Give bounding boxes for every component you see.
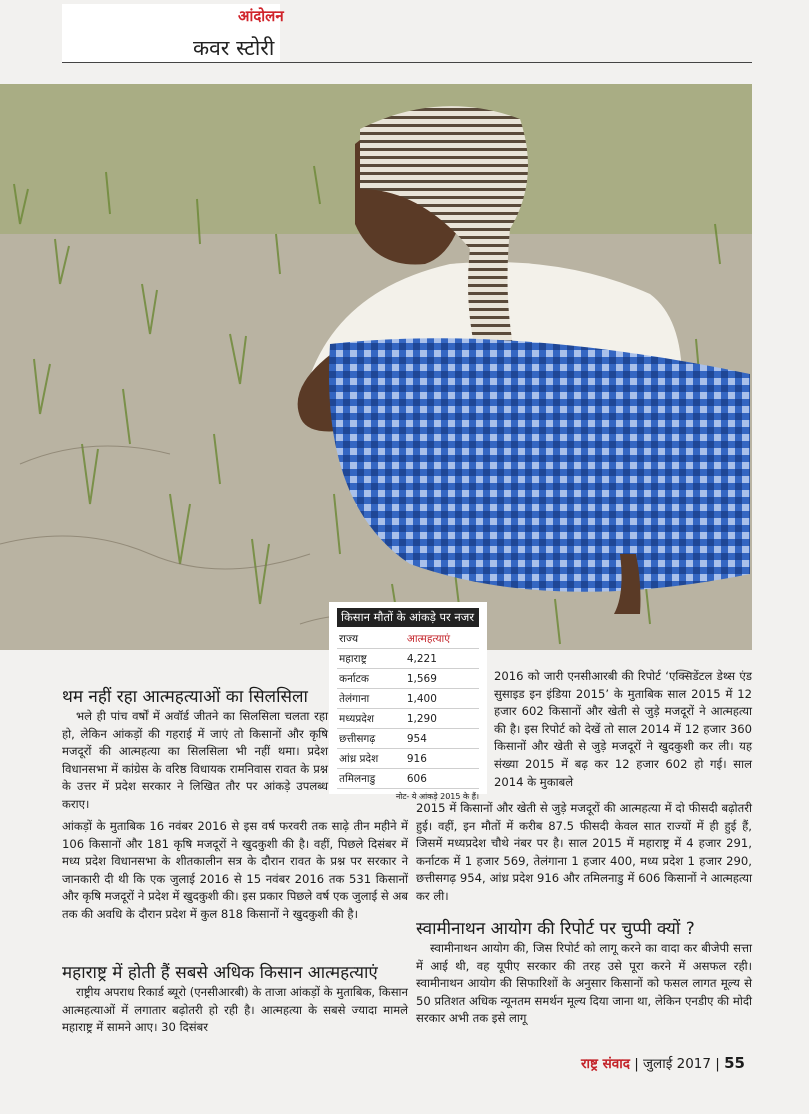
heading-suicide-series: थम नहीं रहा आत्महत्याओं का सिलसिला xyxy=(62,687,308,707)
table-header-count: आत्महत्याएं xyxy=(405,629,479,649)
table-cell-count: 1,400 xyxy=(405,689,479,709)
page-number: 55 xyxy=(724,1054,745,1072)
table-cell-count: 954 xyxy=(405,729,479,749)
table-row xyxy=(337,769,479,789)
table-row xyxy=(337,729,479,749)
table-cell-count: 916 xyxy=(405,749,479,769)
header-rule xyxy=(62,62,752,63)
footer-sep: | xyxy=(634,1056,644,1072)
right-top-text: 2016 को जारी एनसीआरबी की रिपोर्ट ‘एक्सिडेंटल डेथ्स एंड सुसाइड इन इंडिया 2015’ के मुताबिक साल 2015 में 12 हजार 602 किसानों और खेती से जुड़े मजदूरों ने आत्महत्या की है। इस रिपोर्ट को देखें तो साल 2014 में 12 हजार 360 किसानों और खेती से जुड़े मजदूरों ने खुदकुशी कर ली। यह संख्या 2015 में बढ़ कर 12 हजार 602 हो गई। साल 2014 के मुकाबले xyxy=(494,669,752,789)
table-cell-count: 1,290 xyxy=(405,709,479,729)
table-cell-count: 4,221 xyxy=(405,649,479,669)
magazine-name: राष्ट्र संवाद xyxy=(580,1056,630,1072)
table-row xyxy=(337,669,479,689)
table-cell-count: 606 xyxy=(405,769,479,789)
table-row xyxy=(337,709,479,729)
para1-top-text: भले ही पांच वर्षों में अवॉर्ड जीतने का सिलसिला चलता रहा हो, लेकिन आंकड़ों की गहराई में जाएं तो किसानों और कृषि मजदूरों की आत्महत्या का सिलसिला भी नहीं थमा। प्रदेश विधानसभा में कांग्रेस के वरिष्ठ विधायक रामनिवास रावत के प्रश्न के उत्तर में प्रदेश सरकार ने लिखित तौर पर आंकड़े उपलब्ध कराए। xyxy=(62,709,328,811)
para1-cont-text: आंकड़ों के मुताबिक 16 नवंबर 2016 से इस वर्ष फरवरी तक साढ़े तीन महीने में 106 किसानों और 181 कृषि मजदूरों ने खुदकुशी की है। वहीं, पिछले दिसंबर में मध्य प्रदेश विधानसभा के शीतकालीन सत्र के दौरान रावत के प्रश्न पर सरकार ने जानकारी दी थी कि एक जुलाई 2016 से 15 नवंबर 2016 तक 531 किसानों और कृषि मजदूरों ने प्रदेश में खुदकुशी की। इस प्रकार पिछले वर्ष एक जुलाई से अब तक की अवधि के दौरान प्रदेश में कुल 818 किसानों ने खुदकुशी की है। xyxy=(62,819,408,921)
table-row xyxy=(337,689,479,709)
para3 xyxy=(416,940,752,1028)
table-cell-state: मध्यप्रदेश xyxy=(337,709,405,729)
farmer-photo xyxy=(0,84,752,650)
suicide-stats-table xyxy=(329,602,487,801)
table-header-state: राज्य xyxy=(337,629,405,649)
para2 xyxy=(62,984,408,1037)
table-row xyxy=(337,749,479,769)
para1-top xyxy=(62,708,328,814)
right-top xyxy=(494,668,752,791)
page-footer xyxy=(581,1054,745,1072)
table-cell-state: छत्तीसगढ़ xyxy=(337,729,405,749)
footer-sep: | xyxy=(715,1056,725,1072)
table-header-row xyxy=(337,629,479,649)
heading-swaminathan: स्वामीनाथन आयोग की रिपोर्ट पर चुप्पी क्यों ? xyxy=(416,919,695,939)
table-cell-count: 1,569 xyxy=(405,669,479,689)
issue-date: जुलाई 2017 xyxy=(643,1056,711,1072)
table-row xyxy=(337,649,479,669)
table-cell-state: कर्नाटक xyxy=(337,669,405,689)
right-cont-text: 2015 में किसानों और खेती से जुड़े मजदूरों की आत्महत्या में दो फीसदी बढ़ोतरी हुई। वहीं, इन मौतों में करीब 87.5 फीसदी केवल सात राज्यों में ही हुई हैं, जिसमें मध्यप्रदेश चौथे नंबर पर है। साल 2015 में महाराष्ट्र में 4 हजार 291, कर्नाटक में 1 हजार 569, तेलंगाना 1 हजार 400, मध्य प्रदेश 1 हजार 290, छत्तीसगढ़ 954, आंध्र प्रदेश 916 और तमिलनाडु में 606 किसानों ने आत्महत्या कर ली। xyxy=(416,801,752,903)
para3-text: स्वामीनाथन आयोग की, जिस रिपोर्ट को लागू करने का वादा कर बीजेपी सत्ता में आई थी, वह यूपीए सरकार की तरह उसे पूरा करने में असफल रही। स्वामीनाथन आयोग की सिफारिशों के अनुसार किसानों को फसल लागत मूल्य से 50 प्रतिशत अधिक न्यूनतम समर्थन मूल्य दिया जाना था, लेकिन एनडीए की मोदी सरकार अभी तक इसे लागू xyxy=(416,941,752,1026)
para2-text: राष्ट्रीय अपराध रिकार्ड ब्यूरो (एनसीआरबी) के ताजा आंकड़ों के मुताबिक, किसान आत्महत्याओं में लगातार बढ़ोतरी हो रही है। आत्महत्या के सबसे ज्यादा मामले महाराष्ट्र में सामने आए। 30 दिसंबर xyxy=(62,985,408,1035)
table-cell-state: आंध्र प्रदेश xyxy=(337,749,405,769)
table-cell-state: महाराष्ट्र xyxy=(337,649,405,669)
heading-maharashtra: महाराष्ट्र में होती हैं सबसे अधिक किसान आत्महत्याएं xyxy=(62,963,378,983)
table-note: नोट- ये आंकड़े 2015 के हैं। xyxy=(395,792,479,801)
right-cont xyxy=(416,800,752,906)
table-title: किसान मौतों के आंकड़े पर नजर xyxy=(337,608,479,627)
section-category: आंदोलन xyxy=(238,7,284,25)
para1-cont xyxy=(62,818,408,924)
table-cell-state: तमिलनाडु xyxy=(337,769,405,789)
section-title: कवर स्टोरी xyxy=(193,36,275,60)
table-cell-state: तेलंगाना xyxy=(337,689,405,709)
